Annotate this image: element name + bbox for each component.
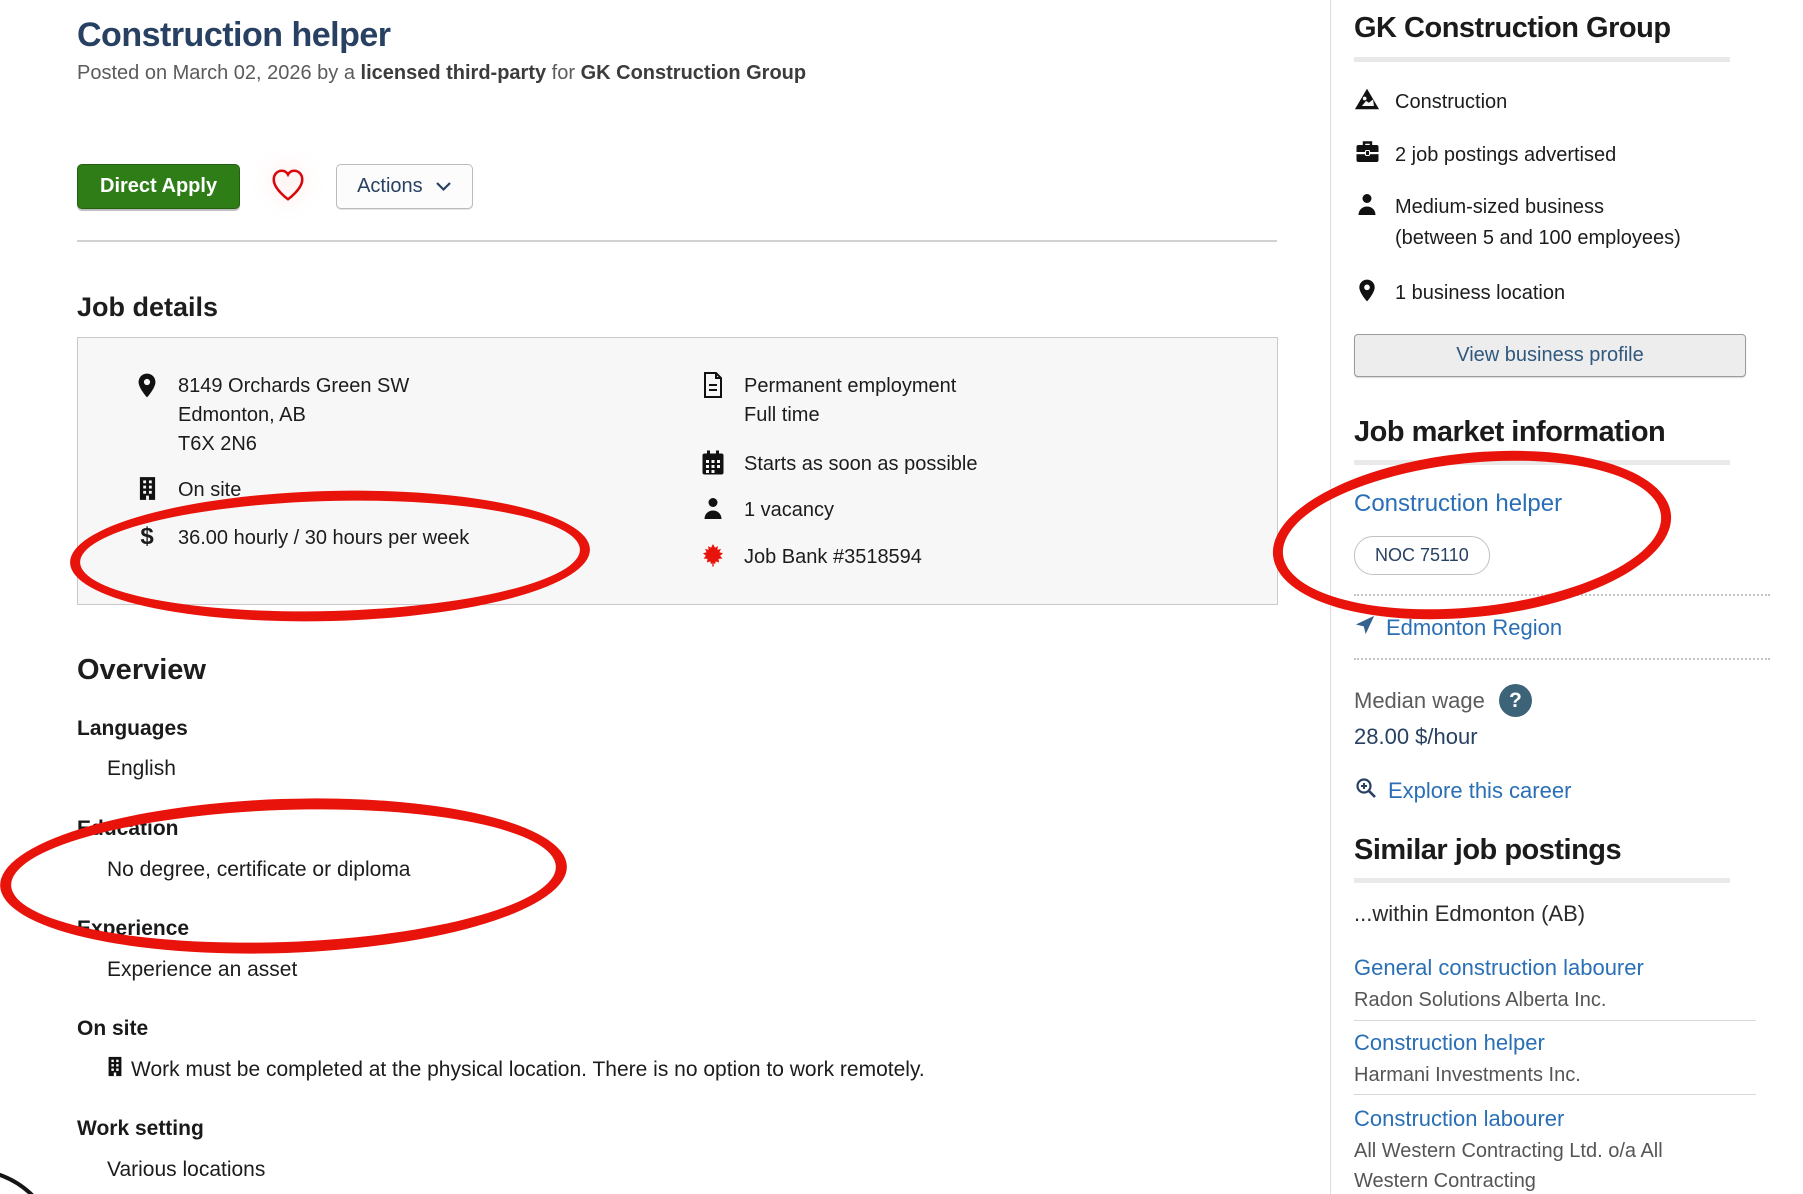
job-bank-row [700, 543, 922, 572]
overview-label-languages: Languages [77, 717, 188, 740]
heading-underline [1354, 57, 1730, 62]
company-industry: Construction [1395, 91, 1508, 113]
address-line2: Edmonton, AB [178, 404, 306, 426]
actions-button-label: Actions [357, 175, 423, 197]
person-icon-sidebar [1354, 192, 1380, 216]
map-pin-icon-sidebar [1354, 278, 1380, 303]
overview-value-worksetting: Various locations [107, 1158, 266, 1181]
favorite-button[interactable] [266, 164, 310, 209]
overview-value-education: No degree, certificate or diploma [107, 858, 411, 881]
wage-text: 36.00 hourly / 30 hours per week [178, 527, 470, 549]
employment-line2: Full time [744, 404, 820, 426]
similar-item-1-link[interactable]: General construction labourer [1354, 955, 1644, 980]
document-icon [700, 372, 726, 398]
heart-icon [268, 192, 308, 207]
region-link[interactable]: Edmonton Region [1386, 615, 1563, 640]
overview-label-onsite: On site [77, 1017, 149, 1040]
overview-label-experience: Experience [77, 917, 190, 940]
content-divider [77, 240, 1277, 242]
job-details-heading: Job details [77, 292, 219, 322]
similar-item-1-company: Radon Solutions Alberta Inc. [1354, 989, 1607, 1011]
company-size-line2: (between 5 and 100 employees) [1395, 227, 1681, 249]
company-postings-row [1354, 140, 1616, 171]
similar-item-2-link[interactable]: Construction helper [1354, 1030, 1545, 1055]
job-market-title-link[interactable]: Construction helper [1354, 490, 1563, 517]
similar-scope: ...within Edmonton (AB) [1354, 901, 1586, 926]
median-wage-row [1354, 684, 1532, 717]
median-wage-label: Median wage [1354, 687, 1485, 713]
overview-value-onsite [107, 1056, 925, 1083]
job-location-row [134, 372, 409, 459]
annotation-ellipse-education [0, 789, 570, 963]
explore-career-link[interactable]: Explore this career [1388, 778, 1572, 803]
heading-underline-3 [1354, 878, 1730, 883]
direct-apply-button[interactable]: Direct Apply [77, 164, 240, 209]
similar-separator-2 [1354, 1094, 1756, 1095]
sidebar-separator-2 [1354, 658, 1770, 660]
location-arrow-icon [1354, 614, 1376, 642]
company-size [1395, 192, 1681, 254]
posted-for: for [546, 62, 581, 84]
company-size-row [1354, 192, 1681, 254]
briefcase-icon [1354, 140, 1380, 163]
job-bank-number: Job Bank #3518594 [744, 546, 922, 568]
company-industry-row [1354, 87, 1507, 118]
similar-postings-heading: Similar job postings [1354, 834, 1622, 866]
annotation-arc-bottom-left [0, 1168, 60, 1194]
construction-sign-icon [1354, 87, 1380, 111]
noc-badge: NOC 75110 [1354, 536, 1490, 575]
posted-prefix: Posted on March 02, 2026 by a [77, 62, 361, 84]
actions-button[interactable] [336, 164, 473, 209]
page-title: Construction helper [77, 16, 391, 54]
similar-separator-1 [1354, 1020, 1756, 1021]
start-date-row [700, 450, 977, 479]
overview-value-languages: English [107, 757, 176, 780]
address-line3: T6X 2N6 [178, 433, 257, 455]
employment-type-row [700, 372, 956, 430]
similar-item-3-link[interactable]: Construction labourer [1354, 1106, 1565, 1131]
company-locations-row [1354, 278, 1565, 309]
posted-line [77, 62, 806, 85]
map-pin-icon [134, 372, 160, 399]
employment-line1: Permanent employment [744, 375, 957, 397]
overview-label-education: Education [77, 817, 179, 840]
overview-heading: Overview [77, 654, 206, 686]
similar-item-2-company: Harmani Investments Inc. [1354, 1064, 1581, 1086]
median-wage-value: 28.00 $/hour [1354, 724, 1478, 749]
workplace-type: On site [178, 479, 242, 501]
job-address [178, 372, 409, 459]
job-market-heading: Job market information [1354, 416, 1666, 448]
vacancy-row [700, 496, 834, 525]
action-buttons-row [77, 164, 473, 209]
address-line1: 8149 Orchards Green SW [178, 375, 410, 397]
vacancy-count: 1 vacancy [744, 499, 835, 521]
company-size-line1: Medium-sized business [1395, 196, 1604, 218]
company-locations: 1 business location [1395, 282, 1566, 304]
start-date: Starts as soon as possible [744, 453, 978, 475]
view-business-profile-button[interactable]: View business profile [1354, 334, 1746, 377]
person-icon [700, 496, 726, 520]
building-icon [134, 476, 160, 501]
maple-leaf-icon [700, 543, 726, 567]
company-postings: 2 job postings advertised [1395, 144, 1617, 166]
explore-career-row [1354, 776, 1571, 806]
similar-item-3-company: All Western Contracting Ltd. o/a All Western Contracting [1354, 1140, 1663, 1192]
dollar-icon: $ [140, 523, 154, 550]
calendar-icon [700, 450, 726, 475]
onsite-statement: Work must be completed at the physical location. There is no option to work remotely. [131, 1057, 925, 1081]
building-icon-small [107, 1056, 123, 1083]
zoom-in-icon [1354, 776, 1378, 806]
help-question-icon[interactable]: ? [1499, 684, 1532, 717]
posted-by: licensed third-party [360, 62, 547, 84]
company-name-heading: GK Construction Group [1354, 12, 1671, 44]
overview-label-worksetting: Work setting [77, 1117, 204, 1140]
posted-company: GK Construction Group [580, 62, 807, 84]
chevron-down-icon [435, 175, 452, 198]
employment-type [744, 372, 956, 430]
overview-value-experience: Experience an asset [107, 958, 298, 981]
